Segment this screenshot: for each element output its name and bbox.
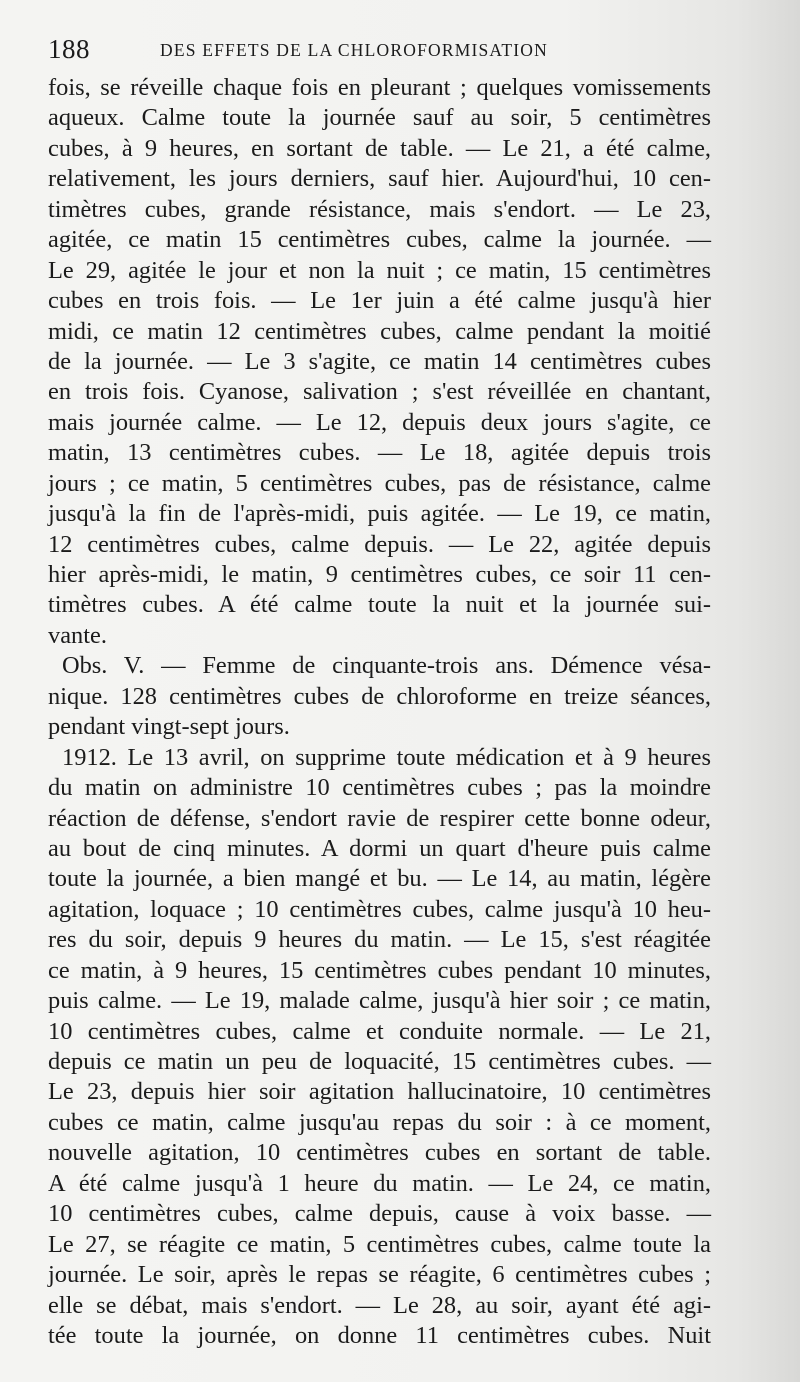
text-line: journée. Le soir, après le repas se réagite, 6 centimètres cubes ; xyxy=(48,1261,711,1289)
text-line: en trois fois. Cyanose, salivation ; s'est réveillée en chantant, xyxy=(48,378,711,406)
text-line: cubes en trois fois. — Le 1er juin a été calme jusqu'à hier xyxy=(48,287,711,315)
text-line: midi, ce matin 12 centimètres cubes, calme pendant la moitié xyxy=(48,317,711,345)
text-line: timètres cubes, grande résistance, mais s'endort. — Le 23, xyxy=(48,195,711,223)
running-head: DES EFFETS DE LA CHLOROFORMISATION xyxy=(160,40,548,60)
text-line: nique. 128 centimètres cubes de chloroforme en treize séances, xyxy=(48,682,711,710)
text-line: nouvelle agitation, 10 centimètres cubes en sortant de table. xyxy=(48,1139,711,1167)
text-line: agitation, loquace ; 10 centimètres cubes, calme jusqu'à 10 heu- xyxy=(48,895,711,923)
text-line: cubes, à 9 heures, en sortant de table. — Le 21, a été calme, xyxy=(48,134,711,162)
text-line: Le 29, agitée le jour et non la nuit ; ce matin, 15 centimètres xyxy=(48,256,711,284)
text-line: 12 centimètres cubes, calme depuis. — Le 22, agitée depuis xyxy=(48,530,711,558)
text-line: timètres cubes. A été calme toute la nuit et la journée sui- xyxy=(48,591,711,619)
text-line: du matin on administre 10 centimètres cubes ; pas la moindre xyxy=(48,774,711,802)
text-line: fois, se réveille chaque fois en pleurant ; quelques vomissements xyxy=(48,74,711,101)
text-line: hier après-midi, le matin, 9 centimètres cubes, ce soir 11 cen- xyxy=(48,561,711,588)
text-line: 1912. Le 13 avril, on supprime toute médication et à 9 heures xyxy=(62,743,711,771)
text-line: res du soir, depuis 9 heures du matin. — Le 15, s'est réagitée xyxy=(48,926,711,954)
text-line: aqueux. Calme toute la journée sauf au soir, 5 centimètres xyxy=(48,104,711,132)
text-line: Le 27, se réagite ce matin, 5 centimètres cubes, calme toute la xyxy=(48,1230,711,1258)
text-line: depuis ce matin un peu de loquacité, 15 centimètres cubes. — xyxy=(48,1048,711,1075)
text-line: matin, 13 centimètres cubes. — Le 18, agitée depuis trois xyxy=(48,439,711,467)
text-line: cubes ce matin, calme jusqu'au repas du soir : à ce moment, xyxy=(48,1108,711,1136)
text-line: jours ; ce matin, 5 centimètres cubes, pas de résistance, calme xyxy=(48,469,711,497)
text-line: jusqu'à la fin de l'après-midi, puis agitée. — Le 19, ce matin, xyxy=(48,500,711,528)
text-line: relativement, les jours derniers, sauf hier. Aujourd'hui, 10 cen- xyxy=(48,165,711,193)
text-line: puis calme. — Le 19, malade calme, jusqu'à hier soir ; ce matin, xyxy=(48,987,711,1015)
text-line: pendant vingt-sept jours. xyxy=(48,713,290,741)
text-line: de la journée. — Le 3 s'agite, ce matin 14 centimètres cubes xyxy=(48,347,711,375)
text-line: agitée, ce matin 15 centimètres cubes, calme la journée. — xyxy=(48,226,711,254)
text-line: 10 centimètres cubes, calme et conduite normale. — Le 21, xyxy=(48,1017,711,1045)
page-header xyxy=(48,34,728,64)
text-line: toute la journée, a bien mangé et bu. — Le 14, au matin, légère xyxy=(48,865,711,893)
text-line: A été calme jusqu'à 1 heure du matin. — Le 24, ce matin, xyxy=(48,1169,711,1197)
text-line: mais journée calme. — Le 12, depuis deux jours s'agite, ce xyxy=(48,408,711,436)
text-line: 10 centimètres cubes, calme depuis, cause à voix basse. — xyxy=(48,1200,711,1228)
text-line: réaction de défense, s'endort ravie de respirer cette bonne odeur, xyxy=(48,804,711,832)
text-line: elle se débat, mais s'endort. — Le 28, au soir, ayant été agi- xyxy=(48,1291,711,1319)
text-line: au bout de cinq minutes. A dormi un quart d'heure puis calme xyxy=(48,834,711,862)
text-line: vante. xyxy=(48,621,107,649)
text-line: ce matin, à 9 heures, 15 centimètres cubes pendant 10 minutes, xyxy=(48,956,711,984)
text-line: tée toute la journée, on donne 11 centimètres cubes. Nuit xyxy=(48,1321,711,1349)
observation-heading-line: Obs. V. — Femme de cinquante-trois ans. Démence vésa- xyxy=(62,652,711,680)
text-line: Le 23, depuis hier soir agitation hallucinatoire, 10 centimètres xyxy=(48,1078,711,1106)
page-number: 188 xyxy=(48,34,90,64)
body-text xyxy=(48,73,711,1351)
